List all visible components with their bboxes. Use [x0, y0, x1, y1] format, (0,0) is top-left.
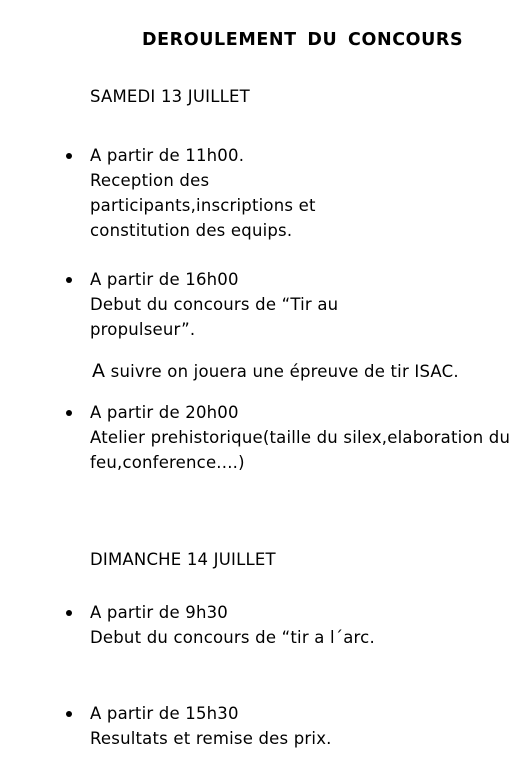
schedule-time: A partir de 15h30: [90, 704, 239, 723]
schedule-item: [90, 400, 519, 475]
schedule-description-line: feu,conference....): [90, 453, 245, 472]
schedule-description-line: Debut du concours de “Tir au: [90, 295, 339, 314]
schedule-description-line: constitution des equips.: [90, 221, 293, 240]
schedule-item: [90, 143, 519, 243]
schedule-time: A partir de 9h30: [90, 603, 229, 622]
schedule-description-line: propulseur”.: [90, 320, 196, 339]
day-heading-sunday: DIMANCHE 14 JUILLET: [90, 550, 276, 569]
schedule-description-line: Resultats et remise des prix.: [90, 729, 332, 748]
schedule-time: A partir de 20h00: [90, 403, 239, 422]
schedule-note: [92, 360, 459, 382]
note-initial: A: [92, 360, 106, 382]
schedule-time: A partir de 16h00: [90, 270, 239, 289]
day-heading-saturday: SAMEDI 13 JUILLET: [90, 87, 250, 106]
schedule-description-line: Reception des: [90, 171, 210, 190]
bullet-icon: [66, 153, 72, 159]
schedule-description-line: participants,inscriptions et: [90, 196, 316, 215]
schedule-item: [90, 600, 519, 650]
schedule-item: [90, 701, 519, 751]
schedule-item: [90, 267, 519, 342]
page-title: DEROULEMENT DU CONCOURS: [142, 30, 464, 50]
bullet-icon: [66, 410, 72, 416]
schedule-description-line: Atelier prehistorique(taille du silex,elaboration du: [90, 428, 511, 447]
schedule-time: A partir de 11h00.: [90, 146, 245, 165]
bullet-icon: [66, 610, 72, 616]
bullet-icon: [66, 711, 72, 717]
schedule-description-line: Debut du concours de “tir a l´arc.: [90, 628, 375, 647]
bullet-icon: [66, 277, 72, 283]
note-text: suivre on jouera une épreuve de tir ISAC.: [105, 362, 459, 381]
